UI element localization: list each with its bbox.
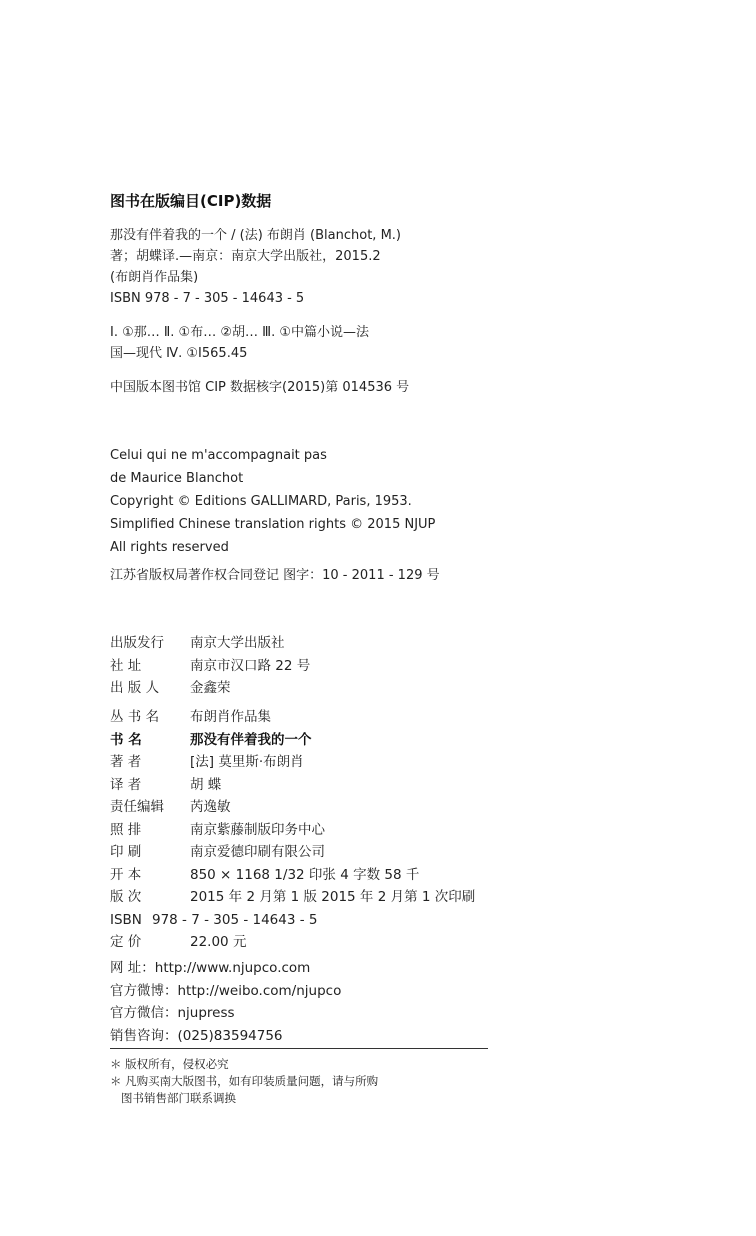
publisher-person-row	[110, 677, 310, 700]
cip-check-number: 中国版本图书馆 CIP 数据核字(2015)第 014536 号	[110, 380, 410, 395]
row-label: 印 刷	[110, 844, 142, 860]
row-value: 布朗肖作品集	[190, 709, 271, 725]
row-label: 丛 书 名	[110, 709, 160, 725]
row-label: ISBN	[110, 911, 142, 928]
row-label: 出 版 人	[110, 680, 160, 696]
row-label: 版 次	[110, 889, 142, 905]
row-value: 芮逸敏	[190, 799, 231, 815]
original-author: de Maurice Blanchot	[110, 471, 244, 486]
row-label: 责任编辑	[110, 799, 164, 815]
book-info	[110, 706, 475, 954]
book-title-row	[110, 729, 475, 752]
sales-line: 销售咨询：(025)83594756	[110, 1027, 283, 1044]
cip-record	[110, 225, 401, 309]
row-label: 社 址	[110, 657, 142, 674]
original-edition-info	[110, 444, 435, 559]
printing-row	[110, 841, 475, 864]
row-value: 850 × 1168 1/32 印张 4 字数 58 千	[190, 866, 420, 883]
cip-title: 图书在版编目(CIP)数据	[110, 192, 272, 210]
row-value: 978 - 7 - 305 - 14643 - 5	[152, 911, 318, 928]
row-value: 胡 蝶	[190, 776, 222, 793]
row-value: 南京爱德印刷有限公司	[190, 844, 325, 860]
typesetting-row	[110, 819, 475, 842]
cip-line: ISBN 978 - 7 - 305 - 14643 - 5	[110, 291, 305, 306]
editor-row	[110, 796, 475, 819]
notes	[110, 1056, 378, 1107]
row-value: 金鑫荣	[190, 680, 231, 696]
row-value: 那没有伴着我的一个	[190, 731, 312, 748]
note-line: 图书销售部门联系调换	[110, 1091, 236, 1105]
copyright-registration: 江苏省版权局著作权合同登记 图字：10 - 2011 - 129 号	[110, 568, 440, 583]
author-row	[110, 751, 475, 774]
publisher-info	[110, 632, 310, 700]
row-label: 开 本	[110, 866, 142, 883]
row-label: 著 者	[110, 754, 142, 770]
row-label: 出版发行	[110, 635, 164, 651]
translation-rights-line: Simplified Chinese translation rights © 2015 NJUP	[110, 517, 436, 532]
row-label: 书 名	[110, 731, 142, 748]
cip-classification	[110, 322, 369, 364]
price-row	[110, 931, 475, 954]
note-line: ＊ 版权所有，侵权必究	[110, 1057, 229, 1071]
translator-row	[110, 774, 475, 797]
edition-row	[110, 886, 475, 909]
row-value: 22.00 元	[190, 934, 247, 950]
rights-reserved-line: All rights reserved	[110, 540, 229, 555]
original-title: Celui qui ne m'accompagnait pas	[110, 448, 327, 463]
cip-class-line: 国—现代 Ⅳ. ①I565.45	[110, 346, 248, 361]
row-value: 南京紫藤制版印务中心	[190, 821, 325, 838]
weibo-line: 官方微博：http://weibo.com/njupco	[110, 982, 342, 999]
row-label: 照 排	[110, 821, 142, 838]
series-row	[110, 706, 475, 729]
format-row	[110, 864, 475, 887]
row-value: 南京大学出版社	[190, 635, 285, 651]
row-value: [法] 莫里斯·布朗肖	[190, 754, 304, 770]
note-line: ＊ 凡购买南大版图书，如有印装质量问题，请与所购	[110, 1074, 379, 1088]
wechat-line: 官方微信：njupress	[110, 1005, 235, 1021]
row-value: 南京市汉口路 22 号	[190, 657, 311, 674]
row-label: 定 价	[110, 934, 142, 950]
publisher-row	[110, 632, 310, 655]
contact-info	[110, 957, 341, 1047]
website-line: 网 址：http://www.njupco.com	[110, 960, 311, 976]
cip-class-line: Ⅰ. ①那… Ⅱ. ①布… ②胡… Ⅲ. ①中篇小说—法	[110, 325, 370, 340]
isbn-row	[110, 909, 475, 932]
divider	[110, 1048, 488, 1049]
copyright-line: Copyright © Editions GALLIMARD, Paris, 1953.	[110, 494, 412, 509]
address-row	[110, 655, 310, 678]
cip-line: 著；胡蝶译.—南京：南京大学出版社，2015.2	[110, 249, 381, 264]
row-label: 译 者	[110, 776, 142, 793]
row-value: 2015 年 2 月第 1 版 2015 年 2 月第 1 次印刷	[190, 889, 476, 905]
cip-line: 那没有伴着我的一个 / (法) 布朗肖 (Blanchot, M.)	[110, 228, 401, 243]
cip-line: (布朗肖作品集)	[110, 270, 199, 285]
